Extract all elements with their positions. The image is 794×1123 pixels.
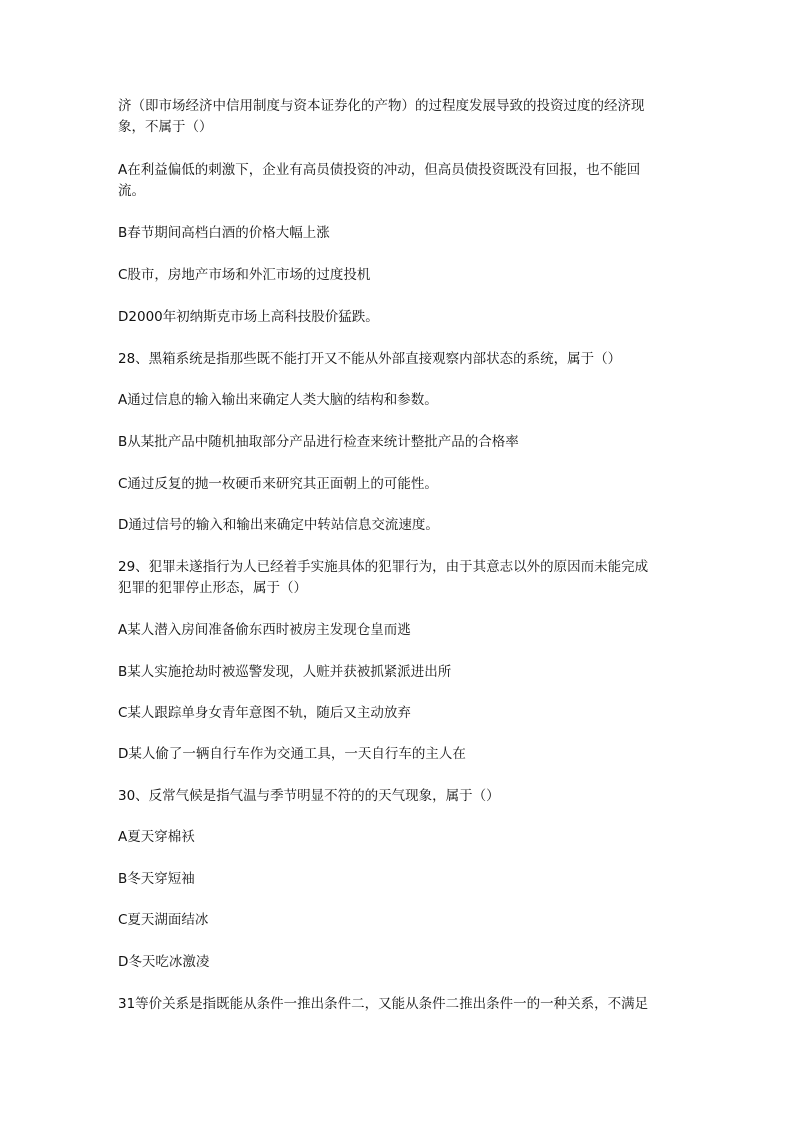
option-line: D通过信号的输入和输出来确定中转站信息交流速度。 (118, 517, 439, 533)
option-line: C某人跟踪单身女青年意图不轨，随后又主动放弃 (118, 705, 411, 721)
option-line: B冬天穿短袖 (118, 871, 195, 887)
option-line: 流。 (118, 183, 145, 199)
option-line: D某人偷了一辆自行车作为交通工具，一天自行车的主人在 (118, 746, 466, 762)
option-line: B从某批产品中随机抽取部分产品进行检查来统计整批产品的合格率 (118, 434, 519, 450)
question-stem-line: 济（即市场经济中信用制度与资本证券化的产物）的过程度发展导致的投资过度的经济现 (118, 98, 645, 114)
question-stem-line: 象，不属于（） (118, 119, 213, 135)
option-line: A在利益偏低的刺激下，企业有高员债投资的冲动，但高员债投资既没有回报，也不能回 (118, 162, 641, 178)
option-line: C通过反复的抛一枚硬币来研究其正面朝上的可能性。 (118, 476, 438, 492)
option-line: A通过信息的输入输出来确定人类大脑的结构和参数。 (118, 392, 438, 408)
question-stem-line: 犯罪的犯罪停止形态，属于（） (118, 580, 307, 596)
question-stem-line: 30、反常气候是指气温与季节明显不符的的天气现象，属于（） (118, 788, 500, 804)
option-line: D冬天吃冰激凌 (118, 954, 210, 970)
option-line: B春节期间高档白酒的价格大幅上涨 (118, 225, 330, 241)
question-stem-line: 29、犯罪未遂指行为人已经着手实施具体的犯罪行为，由于其意志以外的原因而未能完成 (118, 559, 649, 575)
option-line: A某人潜入房间准备偷东西时被房主发现仓皇而逃 (118, 622, 411, 638)
option-line: D2000年初纳斯克市场上高科技股价猛跌。 (118, 309, 379, 325)
option-line: A夏天穿棉袄 (118, 829, 195, 845)
question-stem-line: 31等价关系是指既能从条件一推出条件二，又能从条件二推出条件一的一种关系，不满足 (118, 996, 649, 1012)
option-line: B某人实施抢劫时被巡警发现，人赃并获被抓紧派进出所 (118, 664, 452, 680)
option-line: C股市，房地产市场和外汇市场的过度投机 (118, 267, 371, 283)
question-stem-line: 28、黑箱系统是指那些既不能打开又不能从外部直接观察内部状态的系统，属于（） (118, 351, 622, 367)
option-line: C夏天湖面结冰 (118, 912, 209, 928)
